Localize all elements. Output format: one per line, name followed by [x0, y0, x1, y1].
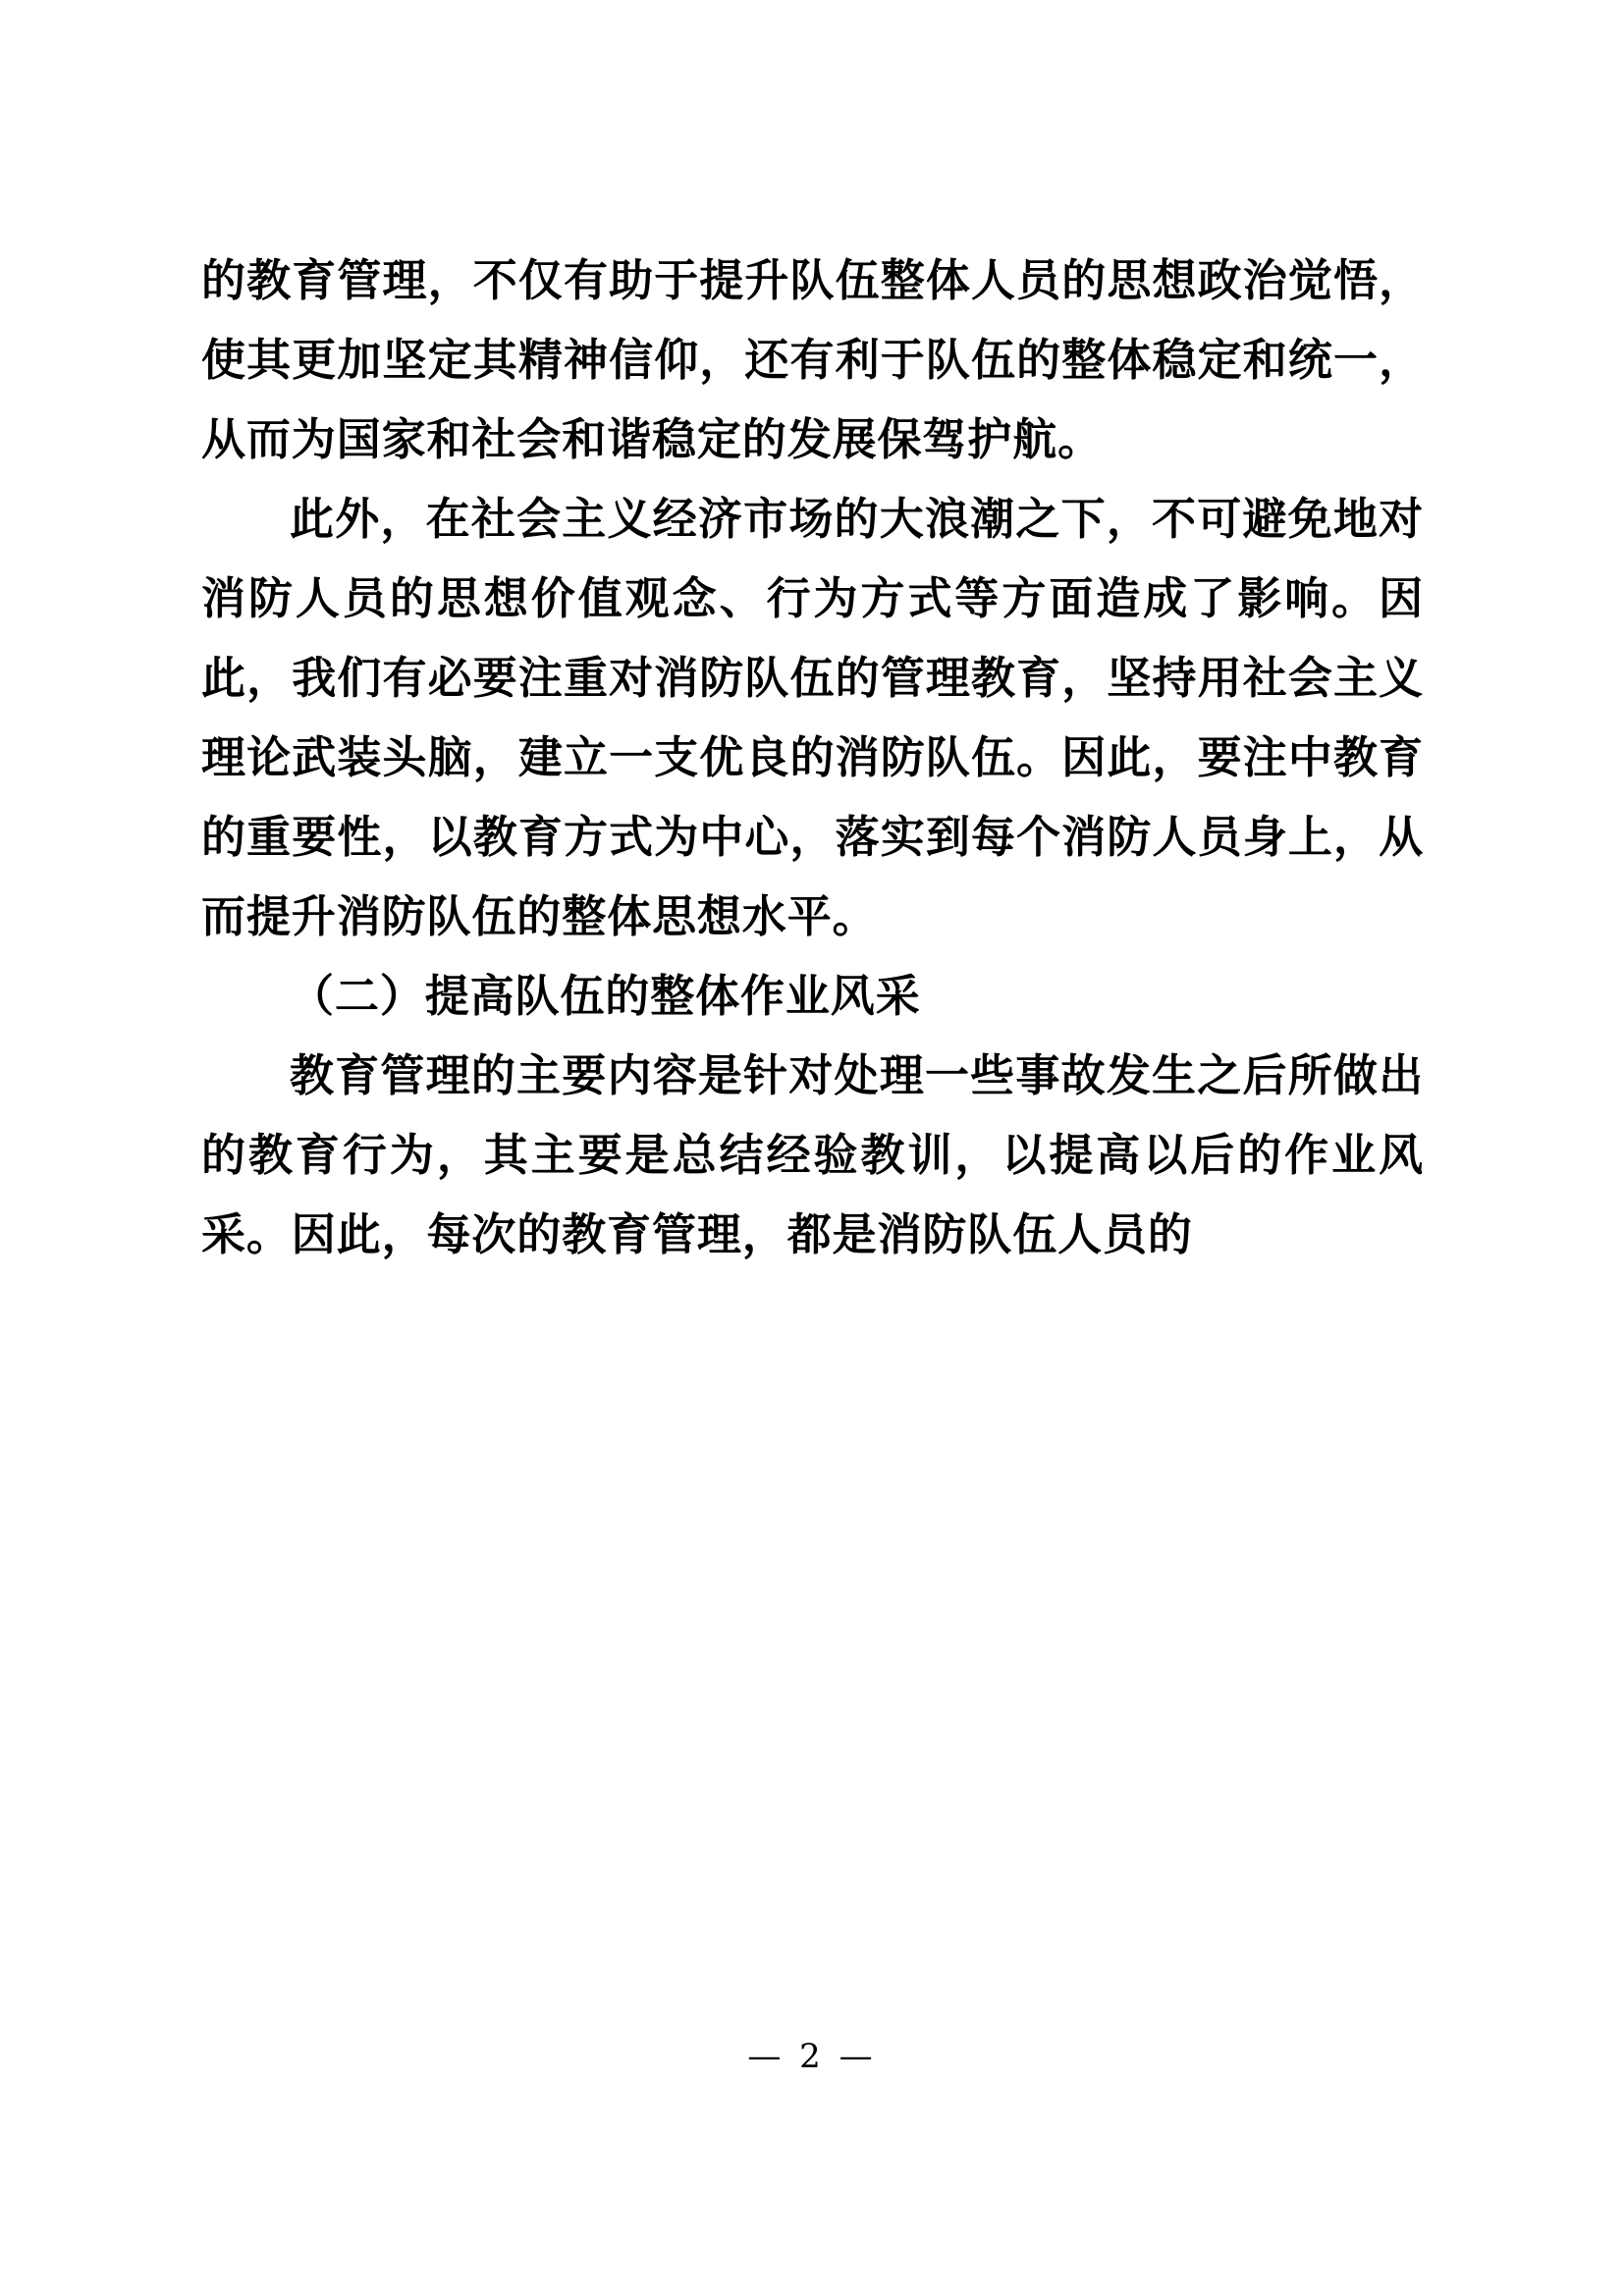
section-heading: （二）提高队伍的整体作业风采	[290, 970, 921, 1022]
body-paragraph: 此外，在社会主义经济市场的大浪潮之下，不可避免地对消防人员的思想价值观念、行为方式等方面造成了影响。因此，我们有必要注重对消防队伍的管理教育，坚持用社会主义理论武装头脑，建立一支优良的消防队伍。因此，要注中教育的重要性，以教育方式为中心，落实到每个消防人员身上，从而提升消防队伍的整体思想水平。	[201, 493, 1424, 942]
body-paragraph: 教育管理的主要内容是针对处理一些事故发生之后所做出的教育行为，其主要是总结经验教训，以提高以后的作业风采。因此，每次的教育管理，都是消防队伍人员的	[201, 1049, 1424, 1260]
document-body	[201, 240, 1424, 1274]
page-number: — 2 —	[747, 2037, 877, 2076]
body-paragraph: 的教育管理，不仅有助于提升队伍整体人员的思想政治觉悟，使其更加坚定其精神信仰，还有利于队伍的整体稳定和统一，从而为国家和社会和谐稳定的发展保驾护航。	[201, 254, 1424, 465]
